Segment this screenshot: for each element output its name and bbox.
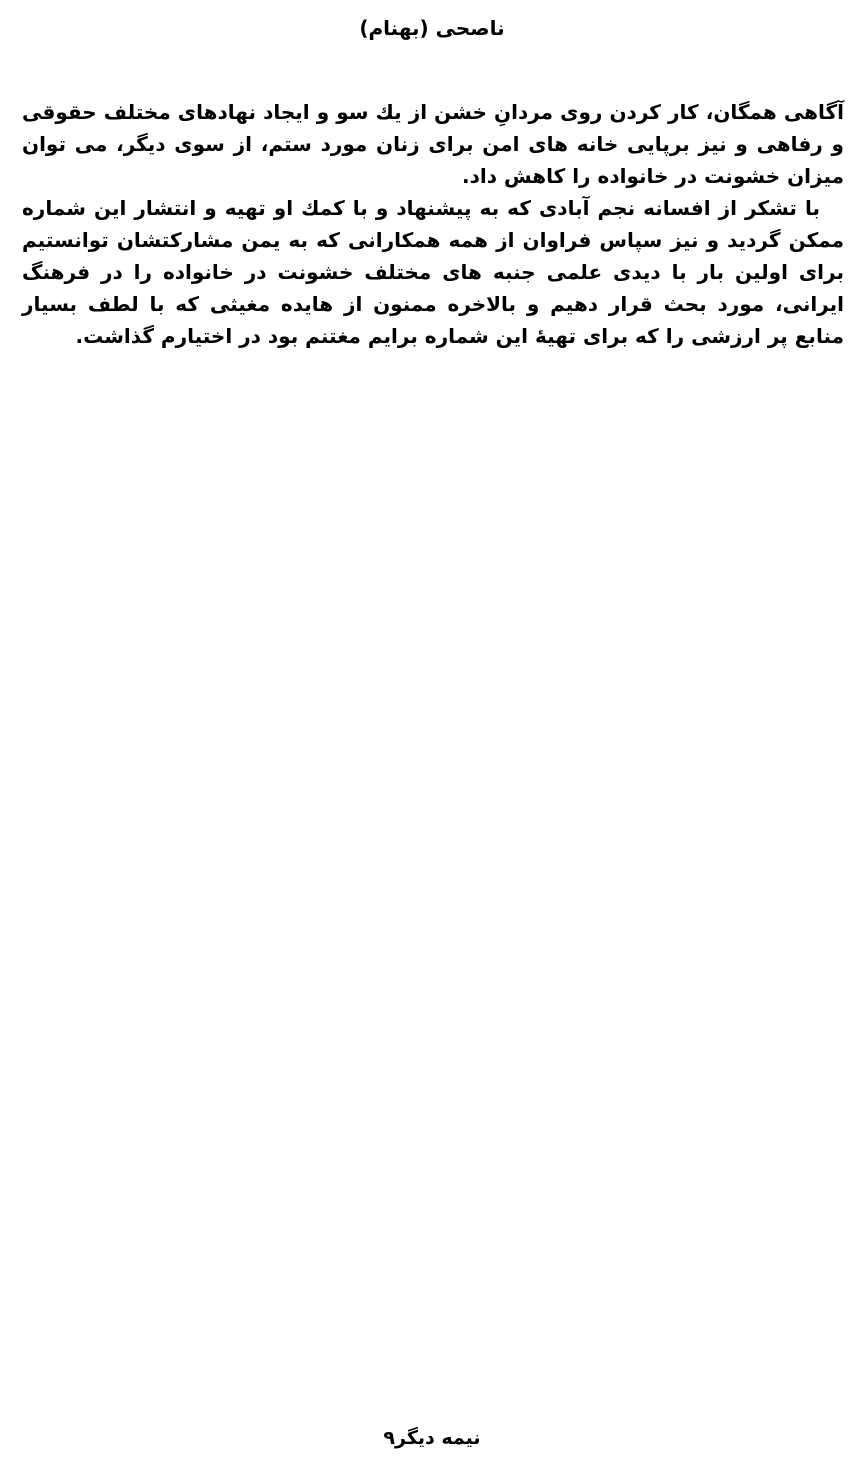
- paragraph-1: آگاهی همگان، کار کردن روی مردانِ خشن از یك سو و ایجاد نهادهای مختلف حقوقی و رفاهی و نیز برپایی خانه های امن برای زنان مورد ستم، از سوی دیگر، می توان میزان خشونت در خانواده را کاهش داد.: [22, 100, 844, 188]
- paragraph-2: با تشکر از افسانه نجم آبادی که به پیشنهاد و با کمك او تهیه و انتشار این شماره ممکن گردید و نیز سپاس فراوان از همه همکارانی که به یمن مشارکتشان توانستیم برای اولین بار با دیدی علمی جنبه های مختلف خشونت در خانواده را در فرهنگ ایرانی، مورد بحث قرار دهیم و بالاخره ممنون از هایده مغیثی که با لطف بسیار منابع پر ارزشی را که برای تهیهٔ این شماره برایم مغتنم بود در اختیارم گذاشت.: [22, 196, 844, 348]
- page-footer: نیمه دیگر۹: [383, 1427, 481, 1449]
- body-text: [22, 96, 844, 352]
- running-head: ناصحی (بهنام): [359, 16, 505, 40]
